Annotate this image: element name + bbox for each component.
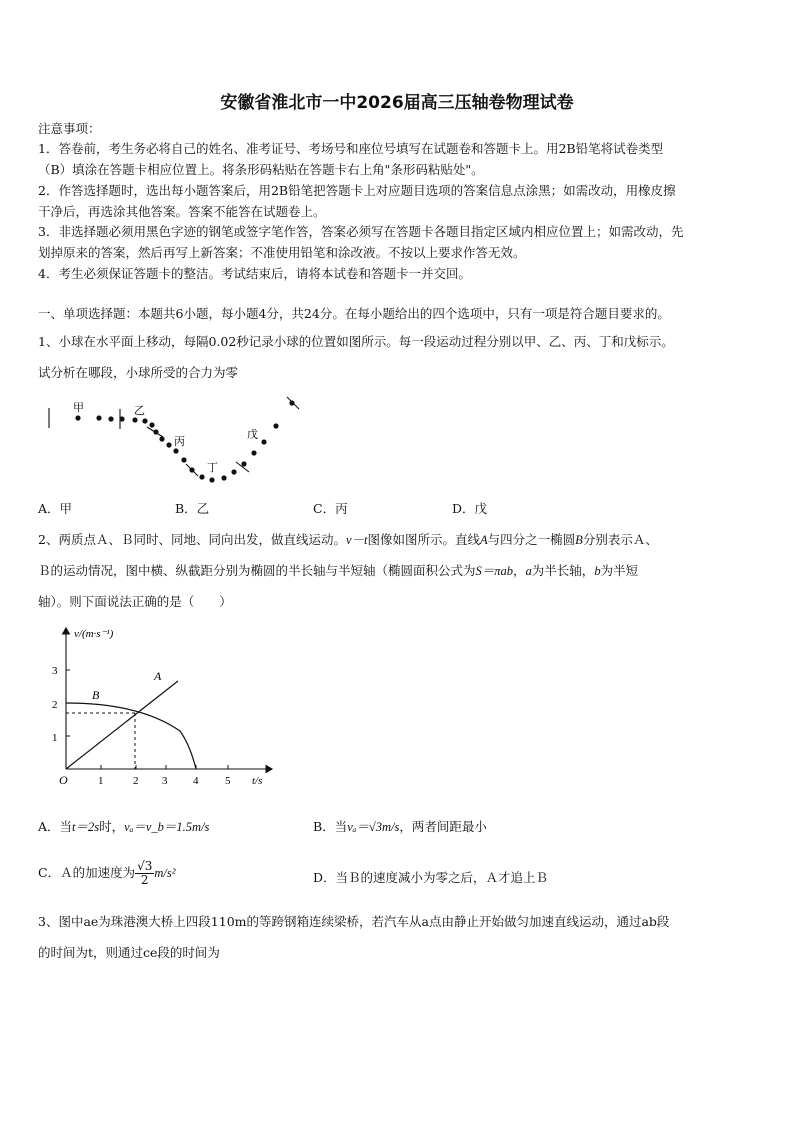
q1-option-b: B．乙 xyxy=(175,501,210,516)
ball-dot xyxy=(142,418,147,423)
q2-optB-equation: vₐ＝√3m/s xyxy=(347,820,400,834)
ball-dot xyxy=(75,415,80,420)
page-title: 安徽省淮北市一中2026届高三压轴卷物理试卷 xyxy=(220,93,574,113)
q2-vt-graph xyxy=(40,620,280,792)
q2-optB-part-b: ，两者间距最小 xyxy=(399,819,487,834)
q3-line-2: 的时间为t，则通过ce段的时间为 xyxy=(38,945,220,960)
ball-dot xyxy=(289,400,294,405)
notice-line-5: 3．非选择题必须用黑色字迹的钢笔或签字笔作答，答案必须写在答题卡各题目指定区域内相应位置上；如需改动，先 xyxy=(38,224,684,239)
ball-dot xyxy=(221,475,226,480)
ball-dot xyxy=(96,415,101,420)
notice-line-1: 1．答卷前，考生务必将自己的姓名、准考证号、考场号和座位号填写在试题卷和答题卡上。用2B铅笔将试卷类型 xyxy=(38,141,664,156)
ball-dot xyxy=(231,469,236,474)
notice-line-3: 2．作答选择题时，选出每小题答案后，用2B铅笔把答题卡上对应题目选项的答案信息点涂黑；如需改动，用橡皮擦 xyxy=(38,183,676,198)
label-jia: 甲 xyxy=(73,402,84,414)
q2-optC-denominator: 2 xyxy=(140,873,149,887)
ball-dot xyxy=(251,450,256,455)
q2-optC-part-a: C．Ａ的加速度为 xyxy=(38,865,136,880)
marker-yi-bing xyxy=(147,427,163,437)
q2-line1-part-d: 分别表示Ａ、 xyxy=(582,532,658,547)
q2-option-d: D．当Ｂ的速度减小为零之后，Ａ才追上Ｂ xyxy=(313,870,549,885)
line-A xyxy=(66,681,178,769)
q2-var-a: a xyxy=(525,564,532,578)
notice-line-7: 4．考生必须保证答题卡的整洁。考试结束后，请将本试卷和答题卡一并交回。 xyxy=(38,266,471,281)
ball-dot xyxy=(241,461,246,466)
q2-option-a xyxy=(38,817,209,835)
q2-optC-unit: m/s² xyxy=(154,866,176,880)
ball-dot xyxy=(149,422,154,427)
q2-var-b: b xyxy=(594,564,601,578)
section-heading: 一、单项选择题：本题共6小题，每小题4分，共24分。在每小题给出的四个选项中，只有一项是符合题目要求的。 xyxy=(38,306,670,321)
x-tick-3: 3 xyxy=(162,775,168,787)
label-bing: 丙 xyxy=(174,436,185,448)
q2-line1-part-b: 图像如图所示。直线 xyxy=(367,532,481,547)
q2-line2-part-d: 为半短 xyxy=(600,563,639,578)
q2-option-b xyxy=(313,817,487,835)
label-ding: 丁 xyxy=(207,462,218,474)
ball-dot xyxy=(132,417,137,422)
q2-optB-part-a: B．当 xyxy=(313,819,348,834)
y-tick-1: 1 xyxy=(52,732,58,744)
ball-dot xyxy=(209,477,214,482)
x-tick-4: 4 xyxy=(193,775,199,787)
ball-dots xyxy=(75,400,294,482)
curve-label-B: B xyxy=(92,688,100,702)
notice-line-2: （B）填涂在答题卡相应位置上。将条形码粘贴在答题卡右上角"条形码粘贴处"。 xyxy=(38,162,484,177)
q1-option-a: A．甲 xyxy=(38,501,73,516)
q1-option-d: D．戊 xyxy=(452,501,488,516)
ball-dot xyxy=(181,457,186,462)
x-axis-label: t/s xyxy=(252,775,263,787)
notice-heading: 注意事项： xyxy=(38,121,101,136)
notice-line-6: 划掉原来的答案，然后再写上新答案；不准使用铅笔和涂改液。不按以上要求作答无效。 xyxy=(38,245,526,260)
q2-optA-time: t＝2s xyxy=(72,820,100,834)
q1-line-1: 1、小球在水平面上移动，每隔0.02秒记录小球的位置如图所示。每一段运动过程分别以甲、乙、丙、丁和戊标示。 xyxy=(38,334,674,349)
y-axis-label: v/(m·s⁻¹) xyxy=(74,628,114,640)
q2-area-formula: S＝πab xyxy=(475,564,514,578)
marker-end xyxy=(287,397,299,409)
q2-line1-part-c: 与四分之一椭圆 xyxy=(487,532,576,547)
label-wu: 戊 xyxy=(247,429,258,441)
q2-line-2 xyxy=(38,563,638,579)
q2-line2-part-a: Ｂ的运动情况，图中横、纵截距分别为椭圆的半长轴与半短轴（椭圆面积公式为 xyxy=(38,563,476,578)
q2-line-3: 轴）。则下面说法正确的是（ ） xyxy=(38,594,232,609)
q2-option-c xyxy=(38,860,175,887)
q2-optA-equation: vₐ＝v_b＝1.5m/s xyxy=(124,820,210,834)
q2-line1-vt: v－t xyxy=(345,533,368,547)
y-tick-2: 2 xyxy=(52,699,58,711)
marker-bing-ding xyxy=(186,464,198,476)
ball-dot xyxy=(261,439,266,444)
ball-dot xyxy=(159,436,164,441)
curve-label-A: A xyxy=(154,669,162,683)
q3-line-1: 3、图中ae为珠港澳大桥上四段110m的等跨钢箱连续梁桥，若汽车从a点由静止开始做匀加速直线运动，通过ab段 xyxy=(38,914,670,929)
ball-dot xyxy=(166,442,171,447)
origin-label: O xyxy=(59,773,68,787)
ball-dot xyxy=(173,448,178,453)
q2-line1-part-a: 2、两质点Ａ、Ｂ同时、同地、同向出发，做直线运动。 xyxy=(38,532,346,547)
q2-optA-part-b: 时， xyxy=(99,819,125,834)
q2-optA-part-a: A．当 xyxy=(38,819,73,834)
x-tick-5: 5 xyxy=(225,775,231,787)
ball-dot xyxy=(199,474,204,479)
q2-line-1 xyxy=(38,532,658,548)
q1-option-c: C．丙 xyxy=(313,501,348,516)
q1-line-2: 试分析在哪段，小球所受的合力为零 xyxy=(38,365,239,380)
y-tick-3: 3 xyxy=(52,665,58,677)
q2-line2-part-b: ， xyxy=(513,563,526,578)
label-yi: 乙 xyxy=(134,405,145,417)
q1-motion-figure xyxy=(38,392,308,492)
x-tick-1: 1 xyxy=(98,775,104,787)
q2-optC-fraction xyxy=(135,860,154,887)
q2-line1-A: A xyxy=(480,533,488,547)
x-tick-2: 2 xyxy=(133,775,139,787)
ball-dot xyxy=(273,423,278,428)
q2-line1-B: B xyxy=(575,533,583,547)
ball-dot xyxy=(108,416,113,421)
q2-line2-part-c: 为半长轴， xyxy=(531,563,595,578)
q2-optC-numerator: √3 xyxy=(137,859,153,873)
notice-line-4: 干净后，再选涂其他答案。答案不能答在试题卷上。 xyxy=(38,204,326,219)
